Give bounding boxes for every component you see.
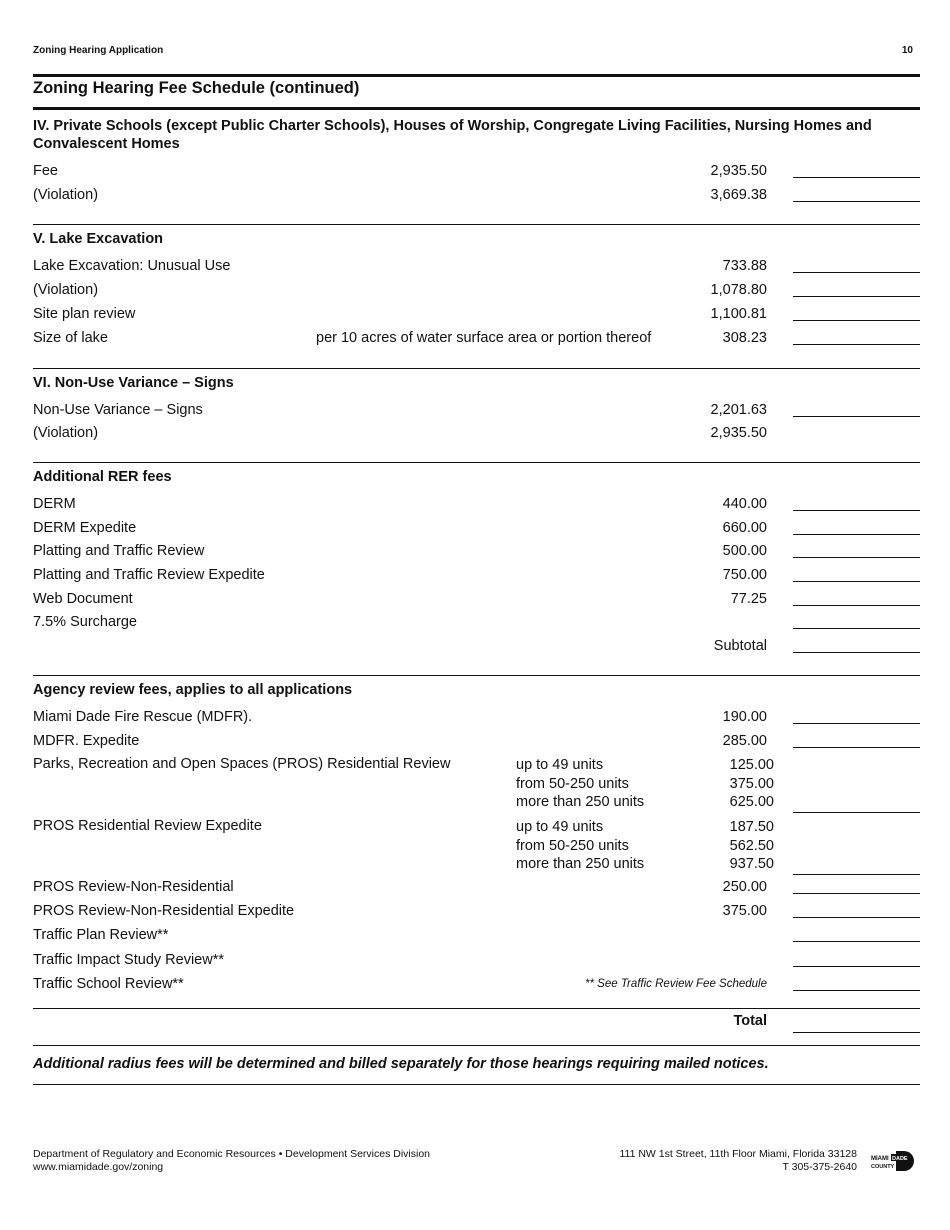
- fee-amount: 440.00: [722, 496, 767, 512]
- fee-amount: 3,669.38: [710, 187, 767, 203]
- tier-label: from 50-250 units: [516, 837, 629, 854]
- fee-amount: 660.00: [722, 520, 767, 536]
- fee-label: Traffic Impact Study Review**: [33, 952, 224, 968]
- fee-amount: 308.23: [722, 330, 767, 346]
- fee-amount: 1,078.80: [710, 282, 767, 298]
- page-number: 10: [901, 45, 913, 56]
- divider: [33, 675, 920, 676]
- amount-entry-field[interactable]: [793, 510, 920, 511]
- fee-amount: 937.50: [729, 856, 774, 872]
- logo-text-bottom: COUNTY: [871, 1164, 895, 1170]
- fee-row: [33, 187, 920, 209]
- fee-amount: 77.25: [730, 591, 767, 607]
- total-label: Total: [733, 1013, 767, 1029]
- amount-entry-field[interactable]: [793, 723, 920, 724]
- fee-label: PROS Review-Non-Residential Expedite: [33, 903, 295, 919]
- fee-label: Non-Use Variance – Signs: [33, 402, 203, 418]
- amount-entry-field[interactable]: [793, 605, 920, 606]
- amount-entry-field[interactable]: [793, 747, 920, 748]
- website-link[interactable]: www.miamidade.gov/zoning: [33, 1161, 164, 1173]
- section-title: IV. Private Schools (except Public Charter Schools), Houses of Worship, Congregate Living Facilities, Nursing Homes and Convalescent Homes: [33, 118, 872, 152]
- amount-entry-field[interactable]: [793, 177, 920, 178]
- fee-row: [33, 402, 920, 424]
- divider: [33, 462, 920, 463]
- fee-row: [33, 879, 920, 901]
- amount-entry-field[interactable]: [793, 941, 920, 942]
- logo-text-dade: DADE: [892, 1156, 908, 1162]
- fee-row: [33, 976, 920, 998]
- fee-label: Fee: [33, 163, 58, 179]
- amount-entry-field[interactable]: [793, 917, 920, 918]
- fee-label: Parks, Recreation and Open Spaces (PROS) Residential Review: [33, 756, 451, 772]
- divider: [33, 368, 920, 369]
- divider: [33, 1045, 920, 1046]
- radius-fee-note: Additional radius fees will be determined and billed separately for those hearings requiring mailed notices.: [33, 1056, 769, 1072]
- fee-row: [33, 282, 920, 304]
- fee-amount: 1,100.81: [710, 306, 767, 322]
- page-title: Zoning Hearing Fee Schedule (continued): [33, 79, 360, 97]
- divider: [33, 107, 920, 110]
- fee-label: Site plan review: [33, 306, 136, 322]
- subtotal-row: [33, 638, 920, 660]
- fee-amount: 250.00: [722, 879, 767, 895]
- fee-label: Size of lake: [33, 330, 108, 346]
- logo-text-top: MIAMI: [871, 1156, 889, 1162]
- fee-amount: 285.00: [722, 733, 767, 749]
- amount-entry-field[interactable]: [793, 581, 920, 582]
- fee-row: [33, 496, 920, 518]
- fee-row: [33, 903, 920, 925]
- divider: [33, 1084, 920, 1085]
- tier-list: [516, 756, 644, 812]
- amount-entry-field[interactable]: [793, 893, 920, 894]
- tier-label: more than 250 units: [516, 856, 645, 872]
- miami-dade-logo-icon: [870, 1150, 914, 1172]
- fee-row: [33, 258, 920, 280]
- amount-entry-field[interactable]: [793, 990, 920, 991]
- divider: [33, 224, 920, 225]
- traffic-review-note: ** See Traffic Review Fee Schedule: [585, 978, 767, 990]
- tiered-fee-row: [33, 756, 920, 814]
- tier-label: from 50-250 units: [516, 775, 629, 792]
- fee-amount: 125.00: [729, 757, 774, 773]
- amount-entry-field[interactable]: [793, 416, 920, 417]
- fee-row: [33, 733, 920, 755]
- fee-amount: 750.00: [722, 567, 767, 583]
- amount-entry-field[interactable]: [793, 296, 920, 297]
- fee-row: [33, 425, 920, 447]
- footer-left: [33, 1148, 430, 1174]
- amount-entry-field[interactable]: [793, 534, 920, 535]
- fee-label: (Violation): [33, 425, 99, 441]
- fee-row: [33, 520, 920, 542]
- fee-amount: 625.00: [729, 794, 774, 810]
- fee-label: 7.5% Surcharge: [33, 614, 137, 630]
- section-title: Additional RER fees: [33, 469, 172, 485]
- fee-row: [33, 927, 920, 949]
- fee-row: [33, 543, 920, 565]
- fee-row: [33, 306, 920, 328]
- fee-row: [33, 567, 920, 589]
- fee-label: PROS Residential Review Expedite: [33, 818, 262, 834]
- section-title: V. Lake Excavation: [33, 231, 164, 247]
- subtotal-entry-field[interactable]: [793, 652, 920, 653]
- fee-label: Platting and Traffic Review: [33, 543, 205, 559]
- department-name: Department of Regulatory and Economic Resources • Development Services Division: [33, 1148, 431, 1160]
- tier-label: up to 49 units: [516, 757, 604, 773]
- fee-row: [33, 330, 920, 352]
- footer-right: [619, 1148, 857, 1174]
- fee-row: [33, 952, 920, 974]
- fee-label: DERM Expedite: [33, 520, 137, 536]
- fee-amount: 2,201.63: [710, 402, 767, 418]
- amount-entry-field[interactable]: [793, 628, 920, 629]
- fee-label: PROS Review-Non-Residential: [33, 879, 234, 895]
- fee-amount: 2,935.50: [710, 163, 767, 179]
- fee-label: Traffic School Review**: [33, 976, 184, 992]
- fee-amount: 375.00: [722, 903, 767, 919]
- amount-entry-field[interactable]: [793, 557, 920, 558]
- tiered-fee-row: [33, 818, 920, 876]
- address: 111 NW 1st Street, 11th Floor Miami, Florida 33128: [619, 1148, 857, 1160]
- fee-row: [33, 709, 920, 731]
- fee-label: (Violation): [33, 187, 99, 203]
- tier-label: more than 250 units: [516, 794, 645, 810]
- fee-label: Web Document: [33, 591, 133, 607]
- fee-label: Lake Excavation: Unusual Use: [33, 258, 231, 274]
- fee-detail: per 10 acres of water surface area or portion thereof: [316, 330, 652, 346]
- section-title: VI. Non-Use Variance – Signs: [33, 375, 234, 391]
- fee-label: Traffic Plan Review**: [33, 927, 169, 943]
- fee-label: (Violation): [33, 282, 99, 298]
- amount-entry-field[interactable]: [793, 201, 920, 202]
- section-title: Agency review fees, applies to all applications: [33, 682, 353, 698]
- amount-entry-field[interactable]: [793, 320, 920, 321]
- fee-label: Platting and Traffic Review Expedite: [33, 567, 265, 583]
- tier-amounts: [730, 756, 774, 812]
- divider: [33, 74, 920, 77]
- fee-label: Miami Dade Fire Rescue (MDFR).: [33, 709, 253, 725]
- fee-amount: 375.00: [729, 775, 774, 792]
- fee-label: MDFR. Expedite: [33, 733, 140, 749]
- tier-list: [516, 818, 644, 874]
- amount-entry-field[interactable]: [793, 812, 920, 813]
- fee-row: [33, 163, 920, 185]
- fee-amount: 500.00: [722, 543, 767, 559]
- total-row: [33, 1018, 920, 1040]
- fee-row: [33, 614, 920, 636]
- fee-amount: 2,935.50: [710, 425, 767, 441]
- fee-amount: 562.50: [729, 837, 774, 854]
- amount-entry-field[interactable]: [793, 344, 920, 345]
- amount-entry-field[interactable]: [793, 874, 920, 875]
- tier-label: up to 49 units: [516, 819, 604, 835]
- phone-number: T 305-375-2640: [782, 1161, 857, 1173]
- amount-entry-field[interactable]: [793, 966, 920, 967]
- fee-amount: 733.88: [722, 258, 767, 274]
- tier-amounts: [730, 818, 774, 874]
- fee-row: [33, 591, 920, 613]
- fee-amount: 190.00: [722, 709, 767, 725]
- fee-amount: 187.50: [729, 819, 774, 835]
- document-title: Zoning Hearing Application: [33, 45, 164, 56]
- amount-entry-field[interactable]: [793, 272, 920, 273]
- subtotal-label: Subtotal: [713, 638, 767, 654]
- total-entry-field[interactable]: [793, 1032, 920, 1033]
- divider: [33, 1008, 920, 1009]
- fee-label: DERM: [33, 496, 76, 512]
